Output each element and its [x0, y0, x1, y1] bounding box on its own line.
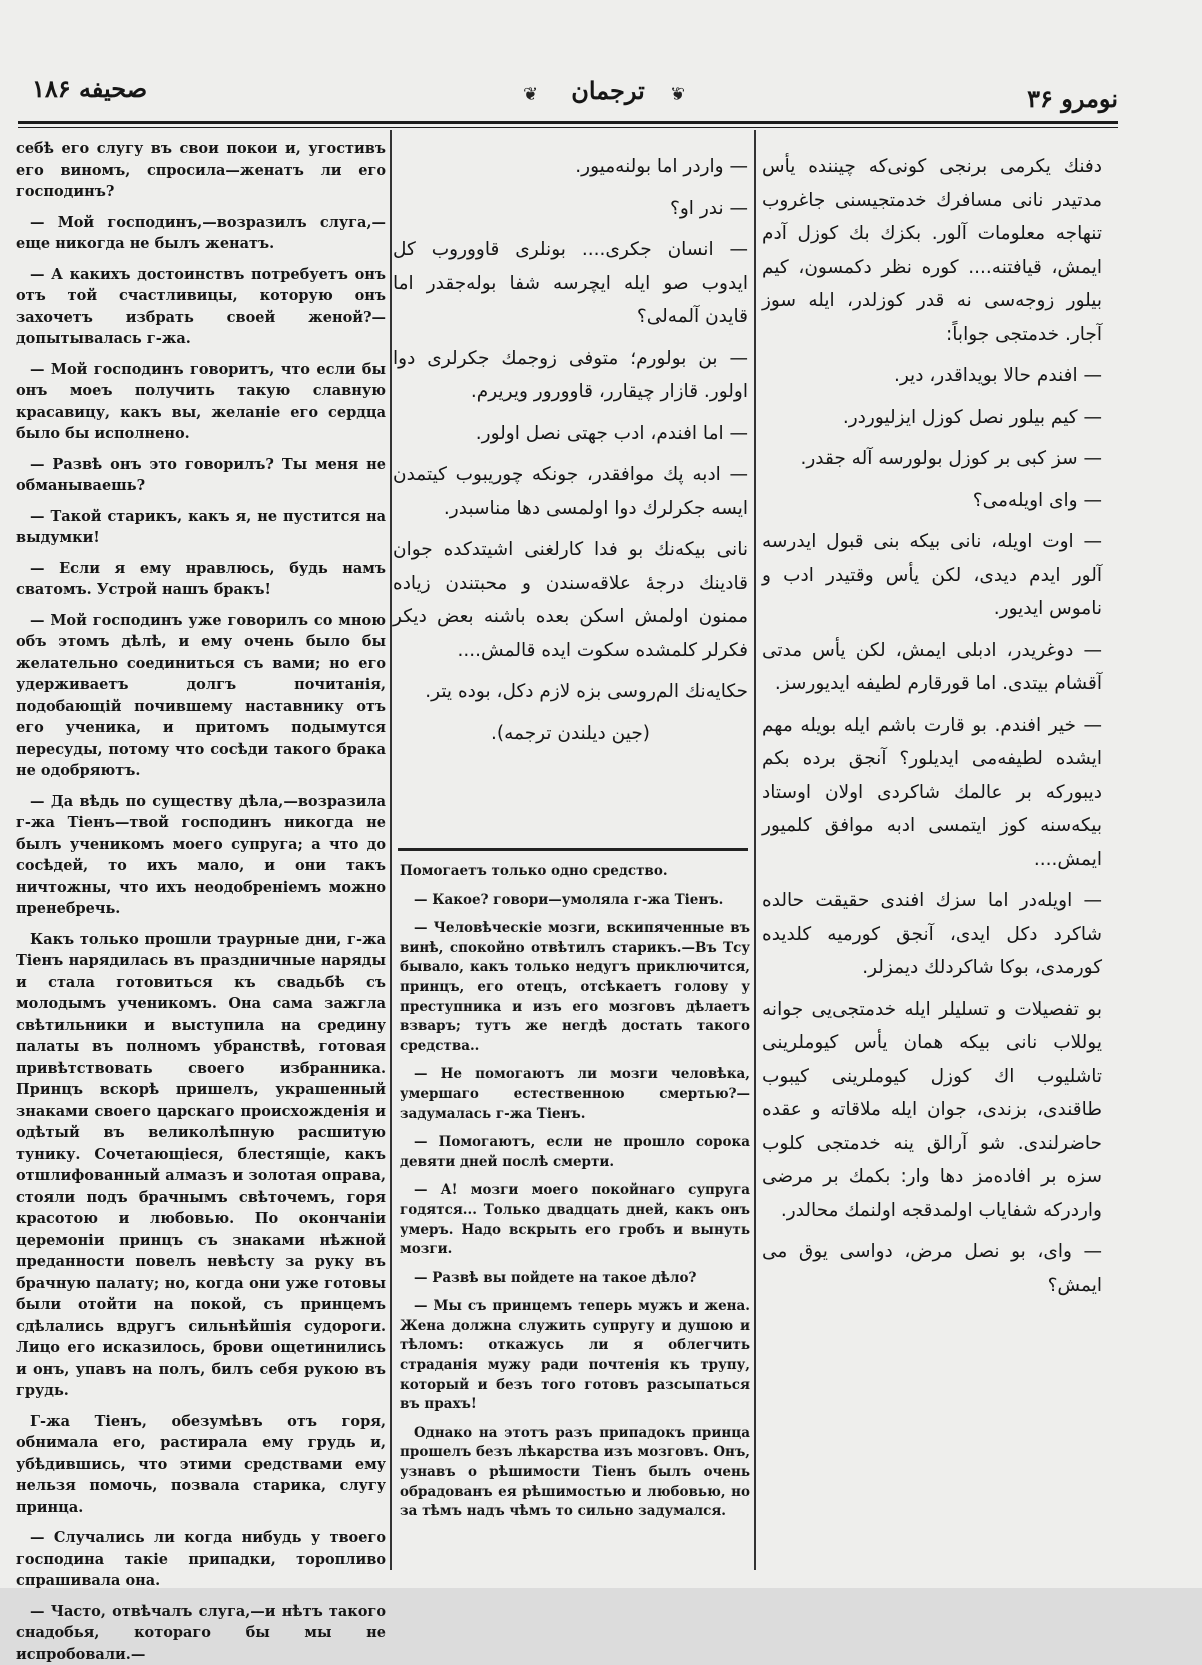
paragraph: — Мой господинъ уже говорилъ со мною объ этомъ дѣлѣ, и ему очень было бы желательно соединиться съ вами; но его удерживаетъ долгъ почитанія, подобающій почившему наставнику отъ его ученика, и притомъ подымутся пересуды, потому что сосѣди такого брака не одобряютъ. — [16, 610, 386, 782]
paragraph: — کیم بیلور نصل کوزل ایزلیوردر. — [762, 401, 1102, 435]
paragraph: — افندم حالا بویداقدر، دیر. — [762, 359, 1102, 393]
paragraph: — اویله‌در اما سزك افندی حقیقت حالده شاکرد دکل ایدی، آنجق کورمیه کلدیده کورمدی، بوکا شاکردلك دیمزلر. — [762, 884, 1102, 985]
paragraph: — وای اویله‌می؟ — [762, 484, 1102, 518]
paragraph: — Какое? говори—умоляла г-жа Тіенъ. — [400, 891, 750, 911]
paragraph: — Такой старикъ, какъ я, не пустится на выдумки! — [16, 506, 386, 549]
paragraph: — دوغریدر، ادبلی ایمش، لکن یأس مدتی آقشام بیتدی. اما قورقارم لطیفه ایدیورسز. — [762, 634, 1102, 701]
paragraph: — Развѣ вы пойдете на такое дѣло? — [400, 1269, 750, 1289]
column-divider-left — [390, 130, 392, 1570]
russian-column-middle — [400, 862, 750, 1562]
paragraph: حکایه‌نك الم‌روسی بزه لازم دکل، بوده یتر. — [393, 675, 748, 709]
header-rule-thin — [18, 127, 1118, 128]
ornament-right-icon: ❦ — [670, 84, 685, 105]
column-divider-right — [754, 130, 756, 1570]
tatar-column-middle — [393, 150, 748, 840]
paragraph: себѣ его слугу въ свои покои и, угостивъ его виномъ, спросила—женатъ ли его господинъ? — [16, 138, 386, 203]
paragraph: — بن بولورم؛ متوفی زوجمك جکرلری دوا اولور. قازار چیقارر، قاوورور ویریرم. — [393, 342, 748, 409]
paragraph: — انسان جکری.... بونلری قاووروب کل ایدوب صو ایله ایچرسه شفا بوله‌جقدر اما قایدن آلمه‌لی؟ — [393, 233, 748, 334]
paragraph: — Мой господинъ,—возразилъ слуга,—еще никогда не былъ женатъ. — [16, 212, 386, 255]
paragraph: — Помогаютъ, если не прошло сорока девяти дней послѣ смерти. — [400, 1133, 750, 1172]
translation-source: (جین دیلندن ترجمه). — [393, 717, 748, 751]
page-number: صحیفه ۱۸۶ — [32, 74, 147, 103]
paragraph: نانی بیکه‌نك بو فدا کارلغنی اشیتدکده جوان قادینك درجهٔ علاقه‌سندن و محبتندن زیاده ممنون اولمش اسکن بعده باشنه بعض دیکر فکرلر کلمشده سکوت ایده قالمش.... — [393, 533, 748, 667]
paragraph: بو تفصیلات و تسلیلر ایله خدمتجی‌یی جوانه یوللاب نانی بیکه همان یأس کیوملرینی تاشلیوب اك کوزل کیوملرینی کیبوب طاقندی، بزندی، جوان ایله ملاقاته و عقده حاضرلندی. شو آرالق ینه خدمتجی کلوب سزه بر افاده‌مز دها وار: بکمك بر مرضی واردرکه شفایاب اولمدقجه اولنمك محالدر. — [762, 993, 1102, 1228]
tatar-column-right — [762, 150, 1102, 1550]
paragraph: — Часто, отвѣчалъ слуга,—и нѣтъ такого снадобья, котораго бы мы не испробовали.— — [16, 1601, 386, 1665]
paragraph: — А! мозги моего покойнаго супруга годятся... Только двадцать дней, какъ онъ умеръ. Надо вскрыть его гробъ и вынуть мозги. — [400, 1181, 750, 1259]
paragraph: — Мой господинъ говоритъ, что если бы онъ моеъ получить такую славную красавицу, какъ вы, желаніе его сердца было бы исполнено. — [16, 359, 386, 445]
header-rule — [18, 121, 1118, 124]
paragraph: Помогаетъ только одно средство. — [400, 862, 750, 882]
paragraph: — اوت اویله، نانی بیکه بنی قبول ایدرسه آلور ایدم دیدی، لکن یأس وقتیدر ادب و ناموس ایدیور. — [762, 525, 1102, 626]
issue-number: نومرو ۳۶ — [1027, 84, 1118, 113]
paragraph: — وای، بو نصل مرض، دواسی یوق می ایمش؟ — [762, 1235, 1102, 1302]
paragraph: — سز کبی بر کوزل بولورسه آله جقدر. — [762, 442, 1102, 476]
paragraph: — Мы съ принцемъ теперь мужъ и жена. Жена должна служить супругу и душою и тѣломъ: откажусь ли я облегчить страданія мужу ради почтенія къ трупу, который и безъ того готовъ разсыпаться въ прахъ! — [400, 1297, 750, 1415]
newspaper-title: ترجمان — [518, 76, 698, 105]
paragraph: — А какихъ достоинствъ потребуетъ онъ отъ той счастливицы, которую онъ захочетъ избрать своей женой?—допытывалась г-жа. — [16, 264, 386, 350]
paragraph: — واردر اما بولنه‌میور. — [393, 150, 748, 184]
paragraph: — خیر افندم. بو قارت باشم ایله بویله مهم ایشده لطیفه‌می ایدیلور؟ آنجق برده بکم دیبورکه بر عالمك شاکردی اولان اوستاد بیکه‌سنه کوز ایتمسی ادبه موافق کلمیور ایمش.... — [762, 709, 1102, 877]
paragraph: — Не помогаютъ ли мозги человѣка, умершаго естественною смертью?—задумалась г-жа Тіенъ. — [400, 1065, 750, 1124]
page-header — [18, 70, 1118, 120]
paragraph: Однако на этотъ разъ припадокъ принца прошелъ безъ лѣкарства изъ мозговъ. Онъ, узнавъ о рѣшимости Тіенъ былъ очень обрадованъ ея рѣшимостью и любовью, но за тѣмъ надъ чѣмъ то сильно задумался. — [400, 1424, 750, 1522]
middle-section-rule — [398, 848, 748, 851]
paragraph: — Случались ли когда нибудь у твоего господина такіе припадки, торопливо спрашивала она. — [16, 1527, 386, 1592]
paragraph: دفنك یکرمی برنجی کونی‌که چیننده یأس مدتیدر نانی مسافرك خدمتجیسنی جاغروب تنهاجه معلومات آلور. بکزك بك کوزل آدم ایمش، قیافتنه.... کوره نظر دکمسون، کیم بیلور زوجه‌سی نه قدر کوزلدر، ایله سوز آجار. خدمتجی جواباً: — [762, 150, 1102, 351]
ornament-left-icon: ❦ — [523, 84, 538, 105]
paragraph: — Если я ему нравлюсь, будь намъ сватомъ. Устрой нашъ бракъ! — [16, 558, 386, 601]
paragraph: — اما افندم، ادب جهتی نصل اولور. — [393, 417, 748, 451]
paragraph: Г-жа Тіенъ, обезумѣвъ отъ горя, обнимала его, растирала ему грудь и, убѣдившись, что этими средствами ему нельзя помочь, позвала старика, слугу принца. — [16, 1411, 386, 1519]
paragraph: — Да вѣдь по существу дѣла,—возразила г-жа Тіенъ—твой господинъ никогда не былъ ученикомъ моего супруга; а что до сосѣдей, то ихъ мало, и они такъ ничтожны, что ихъ неодобреніемъ можно пренебречь. — [16, 791, 386, 920]
paragraph: — ندر او؟ — [393, 192, 748, 226]
paragraph: Какъ только прошли траурные дни, г-жа Тіенъ нарядилась въ праздничные наряды и стала готовиться къ свадьбѣ съ молодымъ ученикомъ. Она сама зажгла свѣтильники и выступила на средину палаты въ полномъ убранствѣ, готовая привѣтствовать своего избранника. Принцъ вскорѣ пришелъ, украшенный знаками своего царскаго происхожденія и одѣтый въ великолѣпную расшитую тунику. Сочетающіеся, блестящіе, какъ отшлифованный алмазъ и золотая оправа, стояли подъ брачнымъ свѣточемъ, горя красотою и любовью. По окончаніи церемоніи принцъ съ знаками нѣжной преданности повелъ невѣсту за руку въ брачную палату; но, когда они уже готовы были отойти на покой, съ принцемъ сдѣлались вдругъ сильнѣйшія судороги. Лицо его исказилось, брови ощетинились и онъ, упавъ на полъ, билъ себя рукою въ грудь. — [16, 929, 386, 1402]
paragraph: — Развѣ онъ это говорилъ? Ты меня не обманываешь? — [16, 454, 386, 497]
paragraph: — Человѣческіе мозги, вскипяченные въ винѣ, спокойно отвѣтилъ старикъ.—Въ Тсу бывало, какъ только недугъ приключится, принцъ, его отецъ, отсѣкаетъ голову у преступника и изъ его мозговъ дѣлаетъ взваръ; тутъ же негдѣ достать такого средства.. — [400, 919, 750, 1056]
russian-column-left — [16, 138, 386, 1568]
paragraph: — ادبه پك موافقدر، جونکه چوریبوب کیتمدن ایسه جکرلرك دوا اولمسی دها مناسبدر. — [393, 458, 748, 525]
